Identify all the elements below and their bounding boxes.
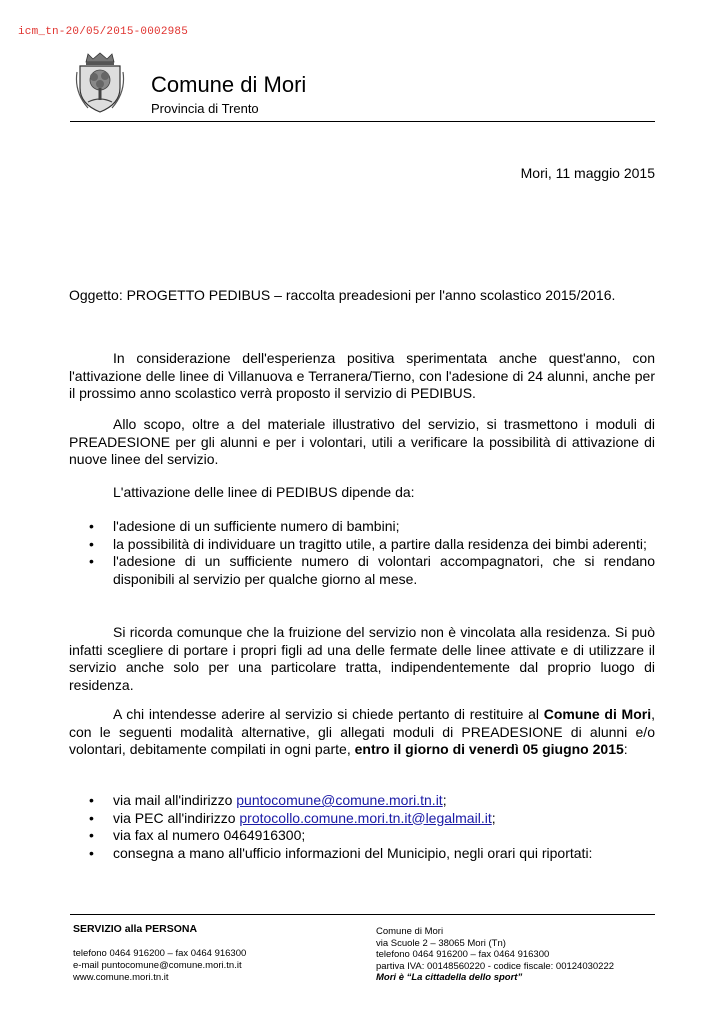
- method-text: via fax al numero 0464916300;: [113, 827, 306, 843]
- list-item: [69, 553, 655, 588]
- paragraph-3: L'attivazione delle linee di PEDIBUS dipende da:: [113, 484, 415, 500]
- list-item: [69, 536, 655, 554]
- deadline-text: entro il giorno di venerdì 05 giugno 2015: [354, 741, 624, 757]
- method-text: ;: [491, 809, 496, 826]
- paragraph-4: Si ricorda comunque che la fruizione del servizio non è vincolata alla residenza. Si può infatti scegliere di portare i propri figli ad una delle fermate delle linee attivate e di utilizzare il servizio anche solo per una particolare tratta, indipendentemente dal proprio luogo di residenza.: [69, 624, 655, 693]
- bullet-icon: •: [89, 809, 94, 826]
- paragraph-5-text: A chi intendesse aderire al servizio si chiede pertanto di restituire al: [113, 706, 544, 722]
- bullet-icon: •: [89, 535, 94, 552]
- paragraph-5: [69, 706, 655, 759]
- paragraph-5-text: , con le seguenti modalità alternative, gli allegati moduli di PREADESIONE di alunni e/o volontari, debitamente compilati in ogni parte,: [69, 706, 656, 757]
- footer-email: e-mail puntocomune@comune.mori.tn.it: [73, 960, 242, 971]
- paragraph-2: Allo scopo, oltre a del materiale illustrativo del servizio, si trasmettono i moduli di PREADESIONE per gli alunni e per i volontari, utili a verificare la possibilità di attivazione di nuove linee del servizio.: [69, 416, 655, 467]
- bullet-icon: •: [89, 792, 94, 808]
- footer-divider: [70, 914, 655, 915]
- email-link[interactable]: puntocomune@comune.mori.tn.it: [236, 792, 443, 808]
- bullet-icon: •: [89, 827, 94, 843]
- conditions-list: [69, 518, 655, 588]
- header-divider: [70, 121, 655, 122]
- list-item: [69, 792, 655, 810]
- paragraph-5-text: :: [623, 741, 628, 757]
- footer-fiscal: partiva IVA: 00148560220 - codice fiscale: 00124030222: [376, 961, 615, 972]
- list-item: [69, 810, 655, 828]
- method-text: consegna a mano all'ufficio informazioni del Municipio, negli orari qui riportati:: [113, 844, 593, 861]
- method-text: via PEC all'indirizzo: [113, 809, 240, 826]
- footer-phone: telefono 0464 916200 – fax 0464 916300: [73, 948, 247, 959]
- paragraph-1: In considerazione dell'esperienza positiva sperimentata anche quest'anno, con l'attivazione delle linee di Villanuova e Terranera/Tierno, con l'adesione di 24 alunni, anche per il prossimo anno scolastico verrà proposto il servizio di PEDIBUS.: [69, 350, 655, 401]
- condition-text: la possibilità di individuare un tragitto utile, a partire dalla residenza dei bimbi aderenti;: [113, 535, 647, 552]
- footer-motto: Mori è “La cittadella dello sport”: [376, 972, 523, 983]
- municipality-subtitle: Provincia di Trento: [151, 101, 259, 116]
- paragraph-5-bold: Comune di Mori: [543, 706, 652, 722]
- subject-line: Oggetto: PROGETTO PEDIBUS – raccolta preadesioni per l'anno scolastico 2015/2016.: [69, 287, 616, 303]
- bullet-icon: •: [89, 553, 94, 569]
- method-text: via mail all'indirizzo: [113, 792, 237, 808]
- footer-department: SERVIZIO alla PERSONA: [73, 923, 198, 935]
- condition-text: l'adesione di un sufficiente numero di volontari accompagnatori, che si rendano disponibili al servizio per qualche giorno al mese.: [113, 553, 655, 587]
- municipality-title: Comune di Mori: [151, 72, 307, 97]
- bullet-icon: •: [89, 518, 94, 534]
- list-item: [69, 827, 655, 845]
- condition-text: l'adesione di un sufficiente numero di bambini;: [113, 518, 400, 534]
- pec-link[interactable]: protocollo.comune.mori.tn.it@legalmail.it: [239, 809, 492, 826]
- method-text: ;: [442, 792, 447, 808]
- footer-address: via Scuole 2 – 38065 Mori (Tn): [376, 938, 506, 949]
- bullet-icon: •: [89, 844, 94, 861]
- list-item: [69, 845, 655, 863]
- municipal-crest-icon: [74, 52, 126, 114]
- protocol-number: icm_tn-20/05/2015-0002985: [18, 26, 189, 38]
- list-item: [69, 518, 655, 536]
- submission-methods-list: [69, 792, 655, 862]
- footer-website: www.comune.mori.tn.it: [73, 972, 169, 983]
- footer-contacts: telefono 0464 916200 – fax 0464 916300: [376, 949, 550, 960]
- date-line: Mori, 11 maggio 2015: [520, 165, 655, 181]
- footer-org-name: Comune di Mori: [376, 926, 444, 937]
